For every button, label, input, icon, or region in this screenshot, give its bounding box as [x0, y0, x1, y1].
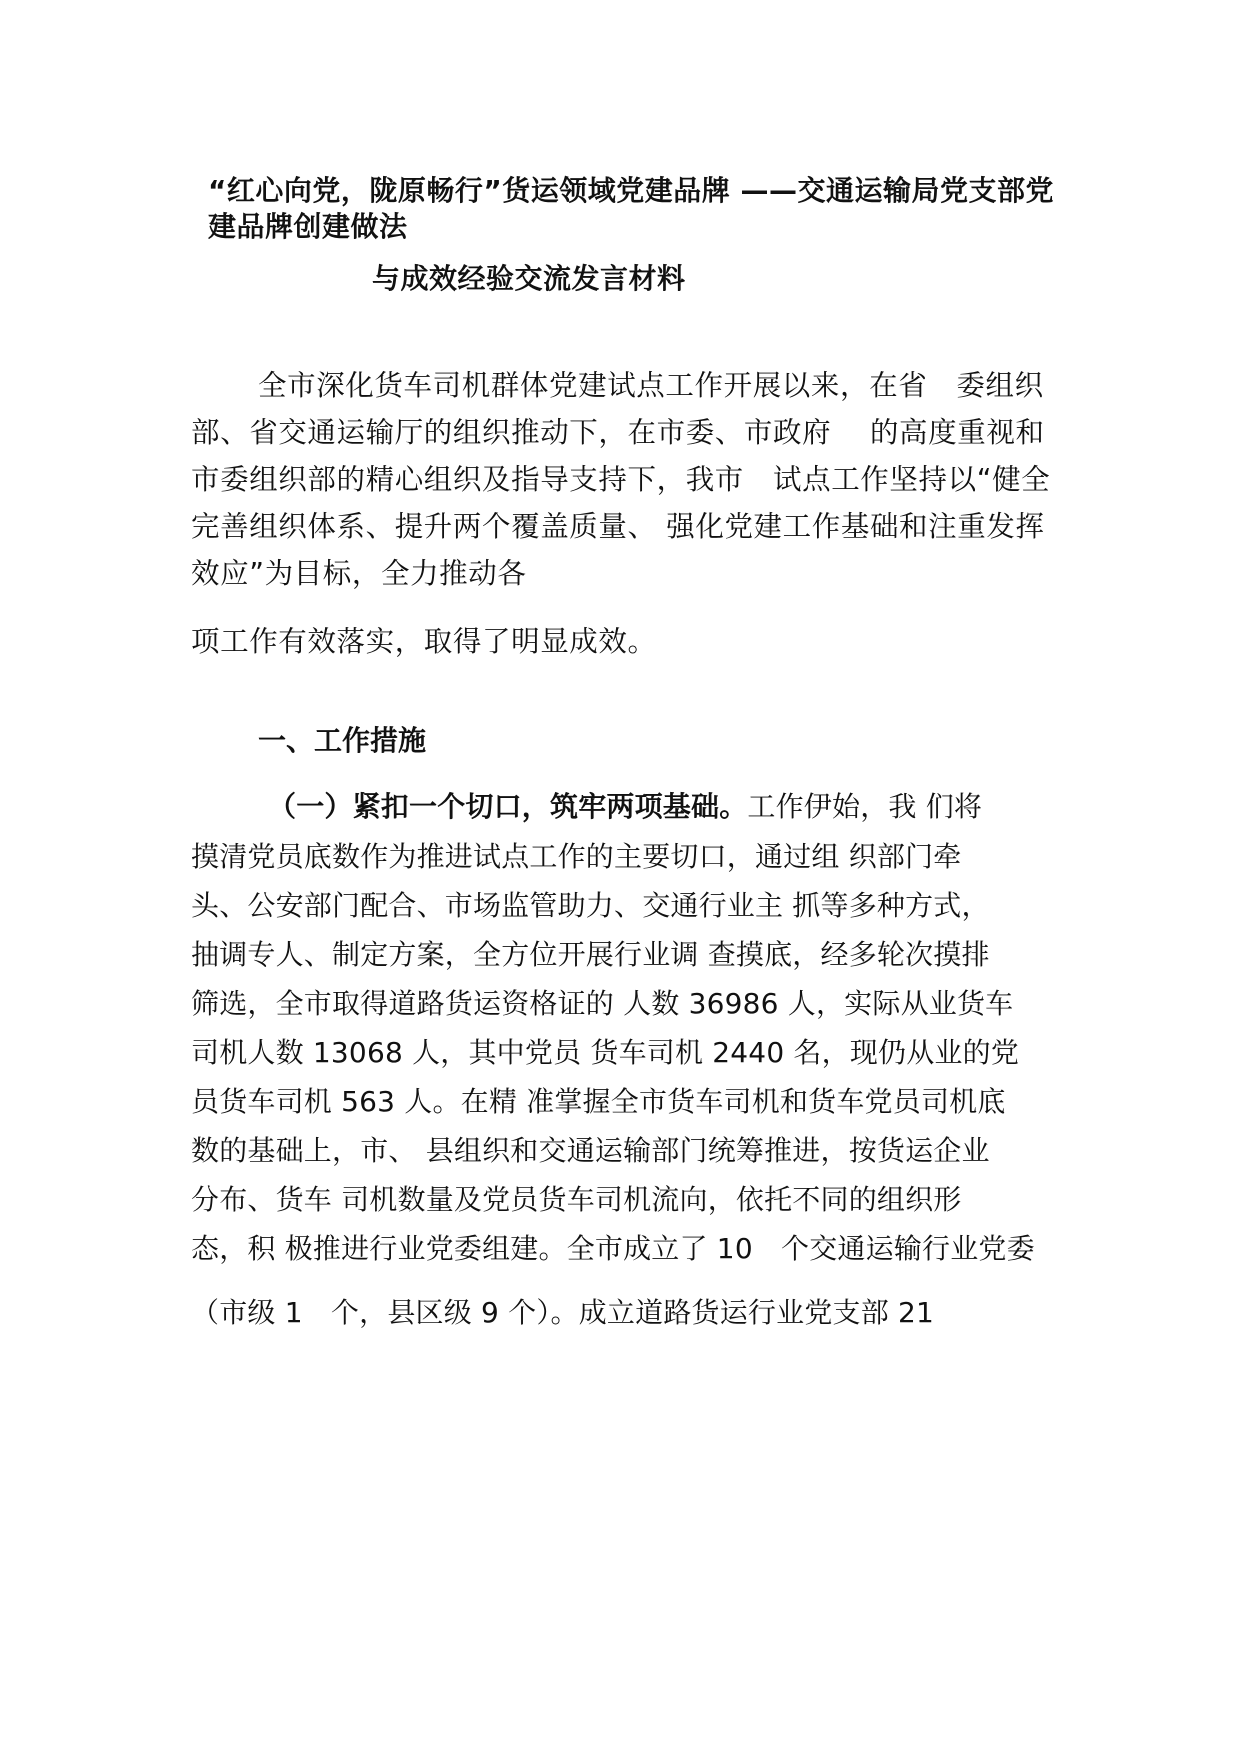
intro-line-4: 完善组织体系、提升两个覆盖质量、 强化党建工作基础和注重发挥 [191, 510, 1045, 543]
subsection-1-lead-rest: 工作伊始，我 们将 [747, 790, 983, 823]
subsection-1-line-3: 抽调专人、制定方案，全方位开展行业调 查摸底，经多轮次摸排 [191, 938, 990, 971]
subsection-1-line-5: 司机人数 13068 人，其中党员 货车司机 2440 名，现仍从业的党 [191, 1036, 1020, 1069]
subsection-1-first-line [268, 790, 983, 823]
intro-line-2: 部、省交通运输厅的组织推动下，在市委、市政府 的高度重视和 [191, 416, 1045, 449]
intro-line-1: 全市深化货车司机群体党建试点工作开展以来，在省 委组织 [258, 369, 1044, 402]
subsection-1-lead: （一）紧扣一个切口，筑牢两项基础。 [268, 790, 748, 823]
subsection-1-line-8: 分布、货车 司机数量及党员货车司机流向，依托不同的组织形 [191, 1183, 962, 1216]
subsection-1-line-6: 员货车司机 563 人。在精 准掌握全市货车司机和货车党员司机底 [191, 1085, 1006, 1118]
document-title-line-3: 与成效经验交流发言材料 [372, 262, 686, 295]
intro-line-5: 效应”为目标，全力推动各 [191, 557, 527, 590]
intro-line-3: 市委组织部的精心组织及指导支持下，我市 试点工作坚持以“健全 [191, 463, 1051, 496]
section-heading-work-measures: 一、工作措施 [258, 724, 427, 757]
subsection-1-line-4: 筛选，全市取得道路货运资格证的 人数 36986 人，实际从业货车 [191, 987, 1014, 1020]
intro-line-6: 项工作有效落实，取得了明显成效。 [191, 625, 657, 658]
subsection-1-line-2: 头、公安部门配合、市场监管助力、交通行业主 抓等多种方式， [191, 889, 990, 922]
subsection-1-line-9: 态，积 极推进行业党委组建。全市成立了 10 个交通运输行业党委 [191, 1232, 1035, 1265]
subsection-1-line-1: 摸清党员底数作为推进试点工作的主要切口，通过组 织部门牵 [191, 840, 962, 873]
subsection-1-line-10: （市级 1 个，县区级 9 个）。成立道路货运行业党支部 21 [191, 1296, 935, 1329]
document-title-line-1: “红心向党，陇原畅行”货运领域党建品牌 ——交通运输局党支部党 [208, 174, 1055, 207]
document-title-line-2: 建品牌创建做法 [208, 210, 408, 243]
subsection-1-line-7: 数的基础上，市、 县组织和交通运输部门统筹推进，按货运企业 [191, 1134, 990, 1167]
